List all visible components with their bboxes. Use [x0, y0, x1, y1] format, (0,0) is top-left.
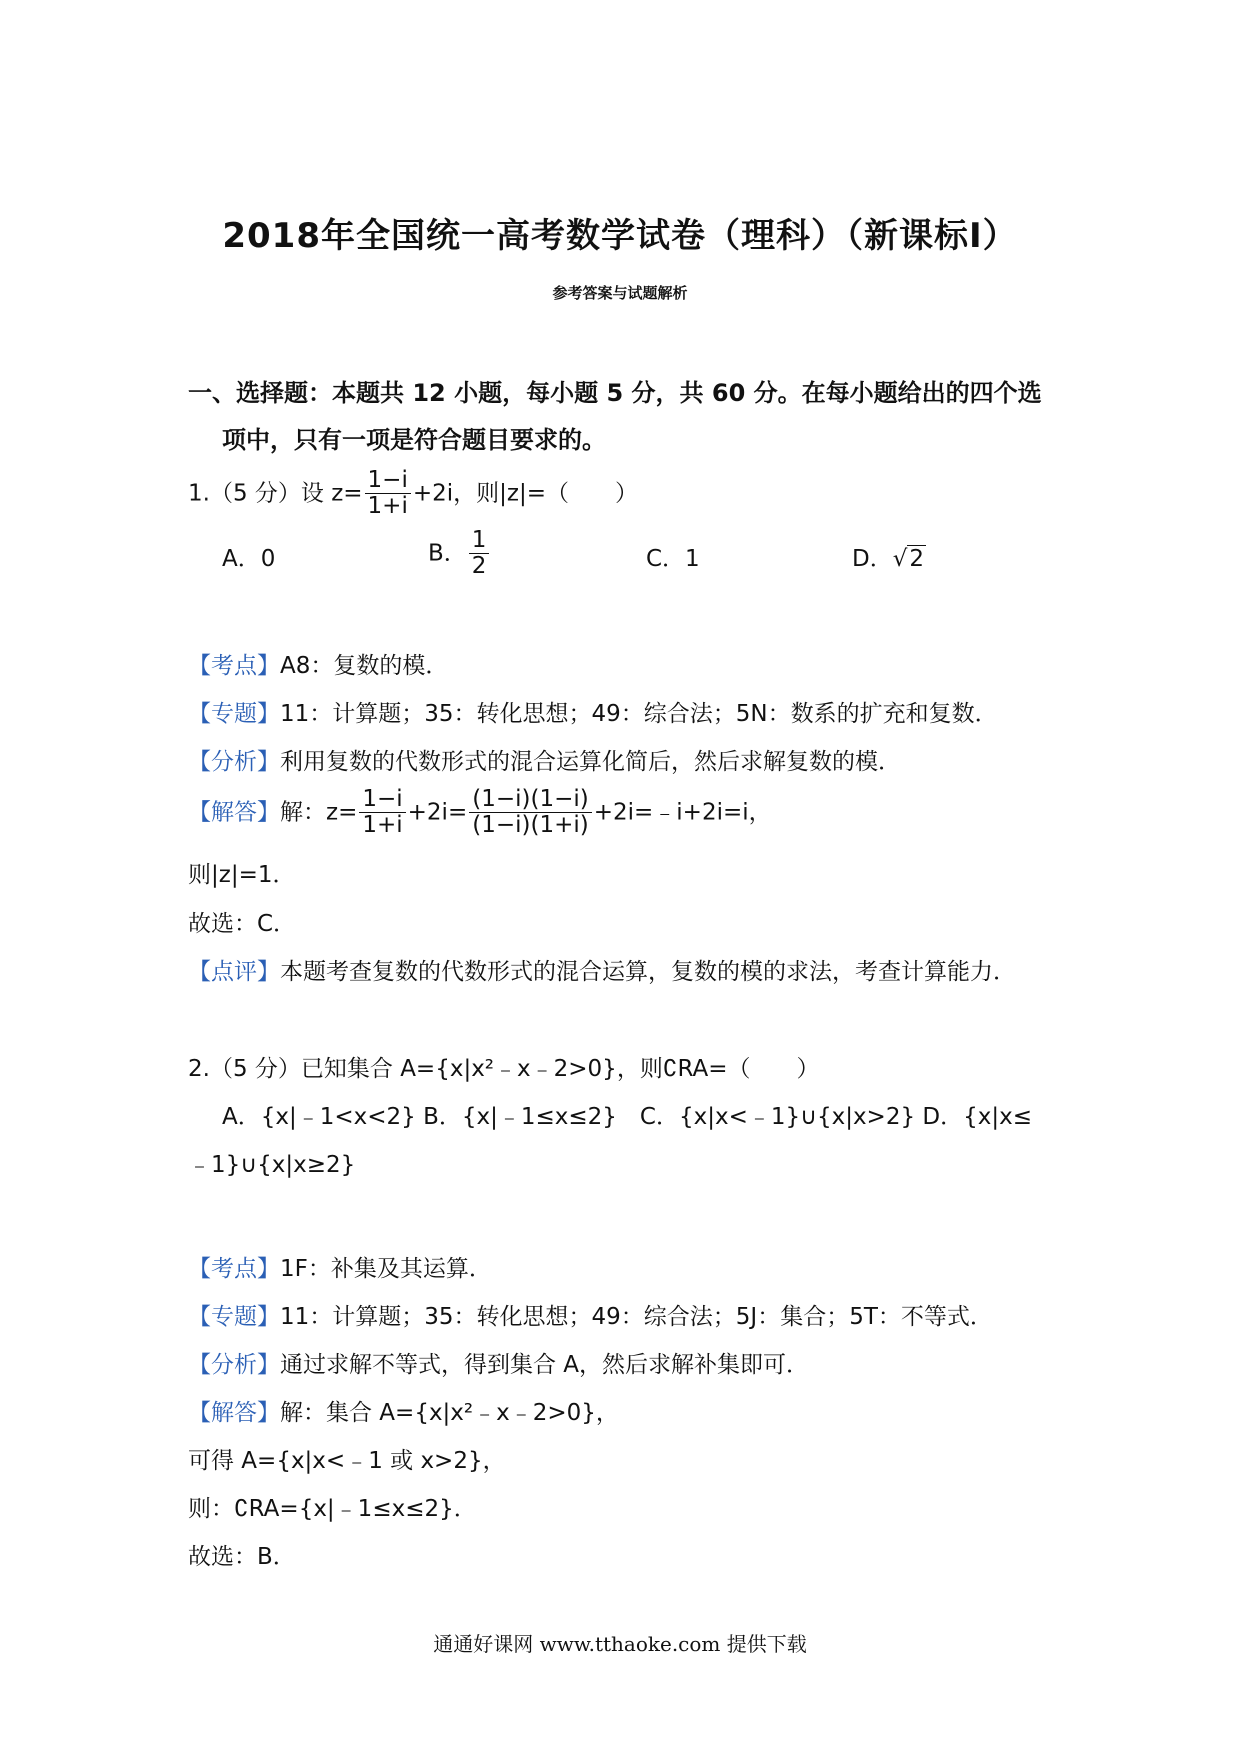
q2-conclusion: 则：∁RA={x|﹣1≤x≤2}． [188, 1496, 477, 1522]
section-heading-line1: 一、选择题：本题共 12 小题，每小题 5 分，共 60 分。在每小题给出的四个选 [188, 379, 1042, 407]
q1-conclusion: 则|z|=1． [188, 862, 296, 888]
page-subtitle: 参考答案与试题解析 [552, 284, 688, 302]
q2-jieda-tag: 【解答】 [188, 1400, 280, 1426]
q1-jieda-fraction-1 [359, 787, 405, 839]
q1-option-b [428, 528, 491, 580]
q1-option-b-fraction [469, 528, 490, 580]
q2-kaodian [188, 1250, 492, 1283]
q1-zhuanti-text: 11：计算题；35：转化思想；49：综合法；5N：数系的扩充和复数． [280, 701, 998, 727]
q1-jieda-f1-num: 1−i [359, 787, 405, 813]
q1-kaodian-tag: 【考点】 [188, 653, 280, 679]
q1-fraction-denominator: 1+i [367, 493, 408, 520]
q1-fenxi [188, 743, 901, 776]
q1-jieda-f2-num: (1−i)(1−i) [469, 787, 591, 813]
q1-option-b-numerator: 1 [469, 528, 490, 554]
q2-zhuanti [188, 1298, 993, 1331]
q1-jieda-suffix: +2i=﹣i+2i=i， [593, 799, 772, 826]
q2-zhuanti-tag: 【专题】 [188, 1304, 280, 1330]
q1-option-d-label: D． [852, 546, 893, 572]
q2-kaodian-text: 1F：补集及其运算． [280, 1256, 492, 1282]
q1-kaodian [188, 647, 448, 680]
q2-fenxi [188, 1346, 809, 1379]
q2-options-line2: ﹣1}∪{x|x≥2} [188, 1152, 356, 1178]
q1-dianping-tag: 【点评】 [188, 959, 280, 985]
q1-zhuanti-tag: 【专题】 [188, 701, 280, 727]
q1-fraction-numerator: 1−i [365, 468, 411, 494]
q2-fenxi-tag: 【分析】 [188, 1352, 280, 1378]
page-footer: 通通好课网 www.tthaoke.com 提供下载 [433, 1632, 807, 1656]
q1-jieda [188, 787, 772, 839]
q1-jieda-mid: +2i= [407, 799, 468, 826]
q1-jieda-f2-den: (1−i)(1+i) [472, 812, 589, 839]
q1-answer: 故选：C． [188, 911, 297, 937]
q1-stem [188, 468, 638, 520]
q1-dianping-text: 本题考查复数的代数形式的混合运算，复数的模的求法，考查计算能力． [280, 959, 1016, 985]
q2-zhuanti-text: 11：计算题；35：转化思想；49：综合法；5J：集合；5T：不等式． [280, 1304, 993, 1330]
q1-fraction [365, 468, 411, 520]
q1-option-d-radicand: 2 [909, 546, 925, 572]
q1-dianping [188, 953, 1016, 986]
q1-fenxi-tag: 【分析】 [188, 749, 280, 775]
q2-answer: 故选：B． [188, 1544, 296, 1570]
q1-jieda-prefix: 解：z= [280, 799, 358, 826]
page-title: 2018年全国统一高考数学试卷（理科）（新课标Ⅰ） [222, 216, 1018, 256]
sqrt-symbol: √2 [892, 546, 925, 572]
q1-jieda-f1-den: 1+i [362, 812, 403, 839]
q2-jieda-text: 解：集合 A={x|x²﹣x﹣2>0}， [280, 1400, 619, 1426]
q1-stem-suffix: +2i，则|z|=（ ） [412, 480, 638, 507]
q1-option-a: A．0 [222, 546, 276, 572]
q2-options-line1: A．{x|﹣1<x<2} B．{x|﹣1≤x≤2} C．{x|x<﹣1}∪{x|x>2} D．{x|x≤ [222, 1104, 1032, 1130]
q1-jieda-fraction-2 [469, 787, 591, 839]
q1-option-d [852, 540, 926, 573]
section-heading-line2: 项中，只有一项是符合题目要求的。 [222, 426, 606, 454]
q1-kaodian-text: A8：复数的模． [280, 653, 449, 679]
q1-zhuanti [188, 695, 998, 728]
q2-stem: 2.（5 分）已知集合 A={x|x²﹣x﹣2>0}，则∁RA=（ ） [188, 1056, 820, 1082]
q1-option-b-label: B． [428, 540, 467, 567]
q1-stem-prefix: 1.（5 分）设 z= [188, 480, 363, 507]
q1-option-c: C．1 [646, 546, 700, 572]
q1-option-b-denominator: 2 [471, 553, 487, 580]
q2-kaodian-tag: 【考点】 [188, 1256, 280, 1282]
q1-fenxi-text: 利用复数的代数形式的混合运算化简后，然后求解复数的模． [280, 749, 901, 775]
q2-derivation: 可得 A={x|x<﹣1 或 x>2}， [188, 1448, 506, 1474]
q1-jieda-tag: 【解答】 [188, 799, 280, 826]
q2-fenxi-text: 通过求解不等式，得到集合 A，然后求解补集即可． [280, 1352, 810, 1378]
q2-jieda [188, 1394, 619, 1427]
